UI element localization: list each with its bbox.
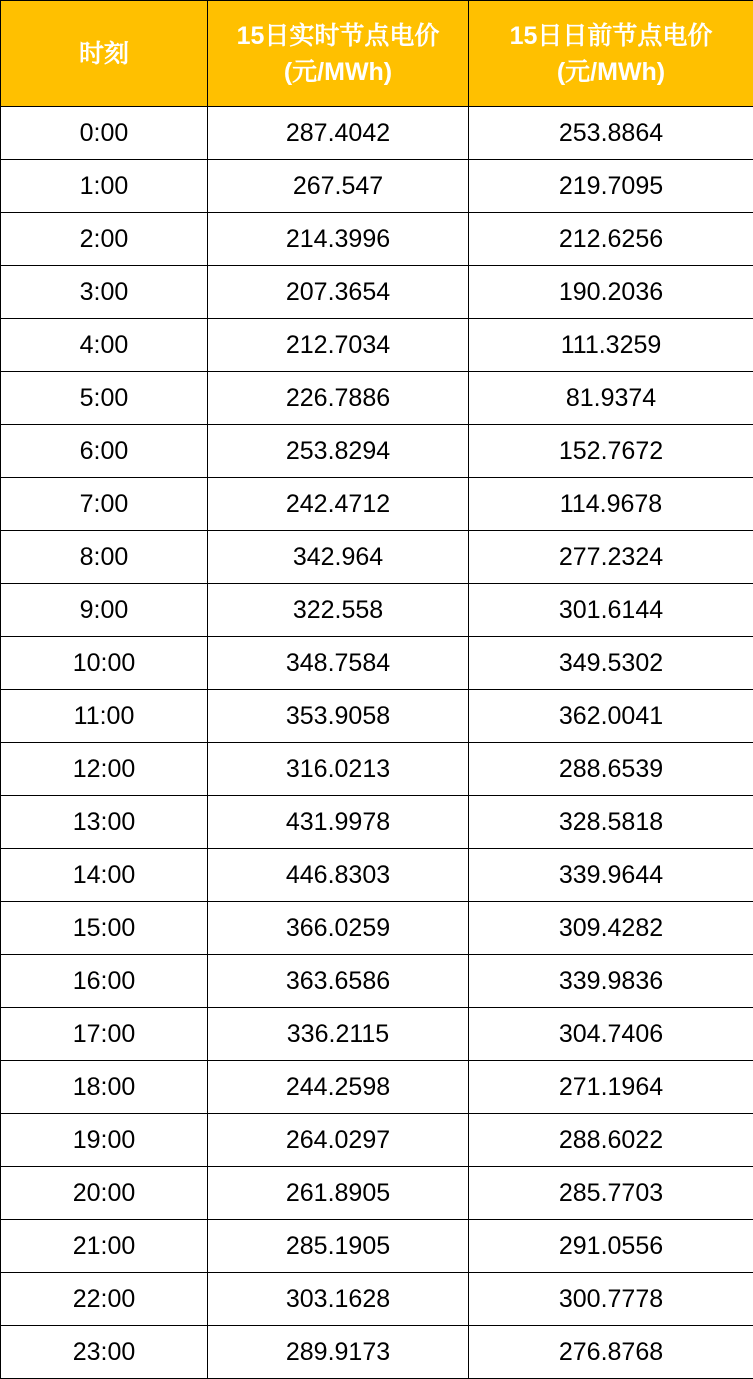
table-row xyxy=(1,1167,753,1220)
cell-dayahead-price: 301.6144 xyxy=(469,584,753,637)
cell-dayahead-price: 219.7095 xyxy=(469,160,753,213)
cell-realtime-price: 366.0259 xyxy=(208,902,469,955)
cell-dayahead-price: 277.2324 xyxy=(469,531,753,584)
table-row xyxy=(1,107,753,160)
cell-time: 1:00 xyxy=(1,160,208,213)
cell-dayahead-price: 339.9836 xyxy=(469,955,753,1008)
cell-time: 11:00 xyxy=(1,690,208,743)
cell-time: 5:00 xyxy=(1,372,208,425)
cell-time: 12:00 xyxy=(1,743,208,796)
table-row xyxy=(1,478,753,531)
table-row xyxy=(1,796,753,849)
cell-time: 3:00 xyxy=(1,266,208,319)
header-dayahead-title: 15日日前节点电价 xyxy=(509,21,713,50)
table-row xyxy=(1,160,753,213)
cell-realtime-price: 316.0213 xyxy=(208,743,469,796)
table-row xyxy=(1,1061,753,1114)
cell-time: 9:00 xyxy=(1,584,208,637)
cell-realtime-price: 363.6586 xyxy=(208,955,469,1008)
cell-time: 22:00 xyxy=(1,1273,208,1326)
cell-realtime-price: 353.9058 xyxy=(208,690,469,743)
table-body xyxy=(1,107,753,1379)
header-realtime-title: 15日实时节点电价 xyxy=(236,21,440,50)
cell-dayahead-price: 212.6256 xyxy=(469,213,753,266)
table-row xyxy=(1,1220,753,1273)
cell-dayahead-price: 349.5302 xyxy=(469,637,753,690)
cell-dayahead-price: 190.2036 xyxy=(469,266,753,319)
cell-dayahead-price: 291.0556 xyxy=(469,1220,753,1273)
table-row xyxy=(1,266,753,319)
table-row xyxy=(1,1008,753,1061)
cell-time: 20:00 xyxy=(1,1167,208,1220)
cell-realtime-price: 207.3654 xyxy=(208,266,469,319)
header-time xyxy=(1,1,208,107)
table-row xyxy=(1,690,753,743)
cell-realtime-price: 431.9978 xyxy=(208,796,469,849)
cell-dayahead-price: 81.9374 xyxy=(469,372,753,425)
table-header xyxy=(1,1,753,107)
cell-time: 16:00 xyxy=(1,955,208,1008)
table-row xyxy=(1,955,753,1008)
header-realtime-price xyxy=(208,1,469,107)
header-dayahead-unit: (元/MWh) xyxy=(556,57,666,86)
cell-time: 23:00 xyxy=(1,1326,208,1379)
cell-time: 14:00 xyxy=(1,849,208,902)
cell-dayahead-price: 309.4282 xyxy=(469,902,753,955)
cell-dayahead-price: 339.9644 xyxy=(469,849,753,902)
cell-realtime-price: 212.7034 xyxy=(208,319,469,372)
cell-time: 10:00 xyxy=(1,637,208,690)
table-row xyxy=(1,1273,753,1326)
cell-realtime-price: 242.4712 xyxy=(208,478,469,531)
cell-dayahead-price: 276.8768 xyxy=(469,1326,753,1379)
cell-realtime-price: 446.8303 xyxy=(208,849,469,902)
cell-time: 0:00 xyxy=(1,107,208,160)
cell-realtime-price: 253.8294 xyxy=(208,425,469,478)
cell-time: 21:00 xyxy=(1,1220,208,1273)
cell-dayahead-price: 362.0041 xyxy=(469,690,753,743)
table-row xyxy=(1,1114,753,1167)
table-row xyxy=(1,743,753,796)
cell-realtime-price: 285.1905 xyxy=(208,1220,469,1273)
table-row xyxy=(1,213,753,266)
cell-realtime-price: 322.558 xyxy=(208,584,469,637)
cell-realtime-price: 261.8905 xyxy=(208,1167,469,1220)
cell-realtime-price: 226.7886 xyxy=(208,372,469,425)
cell-dayahead-price: 111.3259 xyxy=(469,319,753,372)
cell-time: 2:00 xyxy=(1,213,208,266)
table-row xyxy=(1,902,753,955)
cell-time: 4:00 xyxy=(1,319,208,372)
header-realtime-unit: (元/MWh) xyxy=(283,57,393,86)
table-row xyxy=(1,425,753,478)
cell-time: 13:00 xyxy=(1,796,208,849)
cell-dayahead-price: 271.1964 xyxy=(469,1061,753,1114)
cell-time: 17:00 xyxy=(1,1008,208,1061)
cell-time: 15:00 xyxy=(1,902,208,955)
cell-dayahead-price: 152.7672 xyxy=(469,425,753,478)
cell-realtime-price: 336.2115 xyxy=(208,1008,469,1061)
cell-realtime-price: 267.547 xyxy=(208,160,469,213)
table-row xyxy=(1,531,753,584)
cell-dayahead-price: 300.7778 xyxy=(469,1273,753,1326)
cell-time: 8:00 xyxy=(1,531,208,584)
cell-realtime-price: 264.0297 xyxy=(208,1114,469,1167)
table-row xyxy=(1,319,753,372)
table-row xyxy=(1,1326,753,1379)
table-row xyxy=(1,584,753,637)
cell-realtime-price: 287.4042 xyxy=(208,107,469,160)
cell-dayahead-price: 304.7406 xyxy=(469,1008,753,1061)
cell-dayahead-price: 288.6022 xyxy=(469,1114,753,1167)
table-row xyxy=(1,372,753,425)
cell-time: 19:00 xyxy=(1,1114,208,1167)
table-row xyxy=(1,849,753,902)
header-dayahead-price xyxy=(469,1,753,107)
cell-realtime-price: 214.3996 xyxy=(208,213,469,266)
header-row xyxy=(1,1,753,107)
cell-dayahead-price: 285.7703 xyxy=(469,1167,753,1220)
cell-realtime-price: 348.7584 xyxy=(208,637,469,690)
cell-time: 18:00 xyxy=(1,1061,208,1114)
cell-time: 7:00 xyxy=(1,478,208,531)
cell-realtime-price: 342.964 xyxy=(208,531,469,584)
cell-dayahead-price: 114.9678 xyxy=(469,478,753,531)
cell-realtime-price: 303.1628 xyxy=(208,1273,469,1326)
cell-time: 6:00 xyxy=(1,425,208,478)
cell-dayahead-price: 328.5818 xyxy=(469,796,753,849)
cell-dayahead-price: 253.8864 xyxy=(469,107,753,160)
cell-realtime-price: 289.9173 xyxy=(208,1326,469,1379)
header-time-label: 时刻 xyxy=(78,39,129,68)
cell-dayahead-price: 288.6539 xyxy=(469,743,753,796)
table-row xyxy=(1,637,753,690)
cell-realtime-price: 244.2598 xyxy=(208,1061,469,1114)
